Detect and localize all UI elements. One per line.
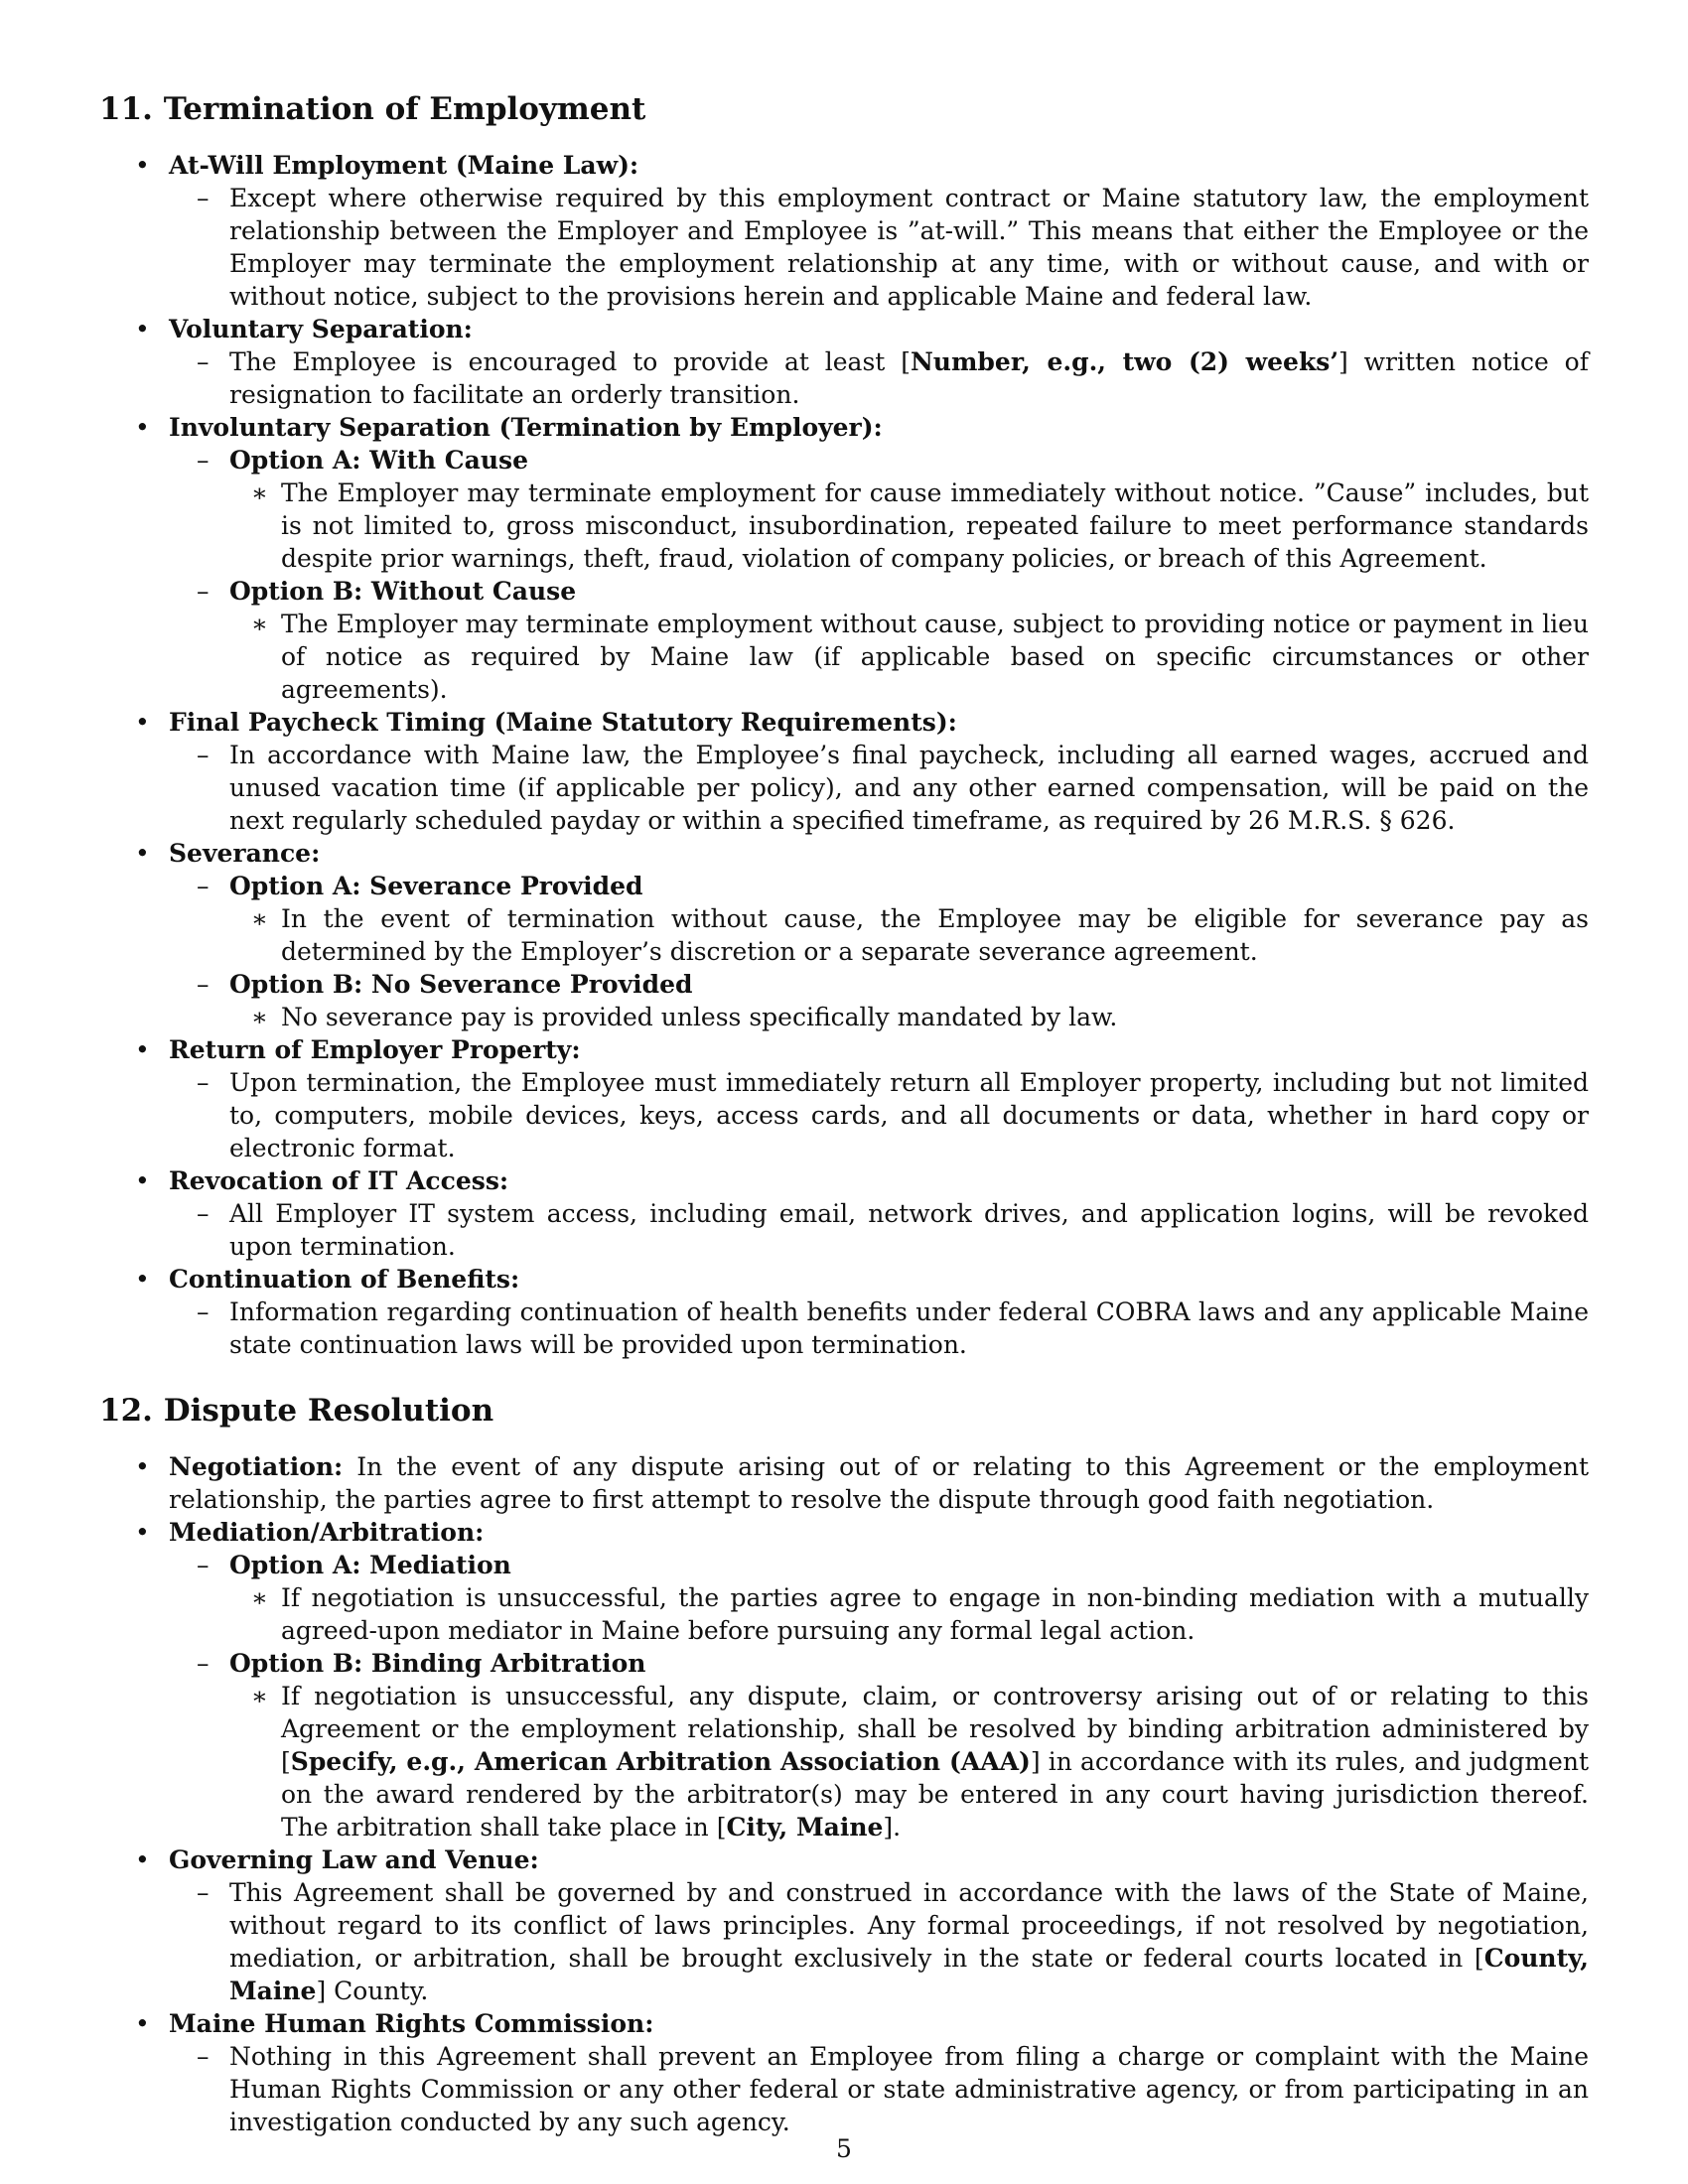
mhrc-label: Maine Human Rights Commission: [169, 2009, 654, 2038]
at-will-label: At-Will Employment (Maine Law): [169, 151, 639, 180]
severance-item [99, 837, 1589, 1033]
section-11-heading: 11. Termination of Employment [99, 91, 646, 127]
property-label: Return of Employer Property: [169, 1035, 581, 1064]
it-access-label: Revocation of IT Access: [169, 1166, 509, 1195]
page-number: 5 [836, 2134, 852, 2163]
voluntary-label: Voluntary Separation: [169, 315, 473, 343]
mediation-option-a: – Option A: Mediation ∗ If negotiation is unsuccessful, the parties agree to engage in non-binding mediation with a mutually agreed-upon mediator in Maine before pursuing any formal legal action. [169, 1549, 1589, 1647]
at-will-text: – Except where otherwise required by this employment contract or Maine statutory law, the employment relationship between the Employer and Employee is ”at-will.” This means that either the Employee or the Employer may terminate the employment relationship at any time, with or without cause, and with or without notice, subject to the provisions herein and applicable Maine and federal law. [169, 182, 1589, 313]
mediation-label: Mediation/Arbitration: [169, 1518, 485, 1547]
involuntary-option-a-text: ∗ The Employer may terminate employment for cause immediately without notice. ”Cause” includes, but is not limited to, gross misconduct, insubordination, repeated failure to meet performance standards despite prior warnings, theft, fraud, violation of company policies, or breach of this Agreement. [229, 477, 1589, 575]
benefits-label: Continuation of Benefits: [169, 1265, 520, 1294]
document-page [99, 89, 1589, 2138]
it-access-item [99, 1164, 1589, 1263]
property-text: – Upon termination, the Employee must immediately return all Employer property, including but not limited to, computers, mobile devices, keys, access cards, and all documents or data, whether in hard copy or electronic format. [169, 1066, 1589, 1164]
final-paycheck-label: Final Paycheck Timing (Maine Statutory Requirements): [169, 708, 957, 737]
property-item [99, 1033, 1589, 1164]
governing-law-text: – This Agreement shall be governed by and construed in accordance with the laws of the State of Maine, without regard to its conflict of laws principles. Any formal proceedings, if not resolved by negotiation, mediation, or arbitration, shall be brought exclusively in the state or federal courts located in [County, Maine] County. [169, 1876, 1589, 2007]
mhrc-item [99, 2007, 1589, 2138]
benefits-text: – Information regarding continuation of health benefits under federal COBRA laws and any applicable Maine state continuation laws will be provided upon termination. [169, 1296, 1589, 1361]
involuntary-option-b-text: ∗ The Employer may terminate employment without cause, subject to providing notice or payment in lieu of notice as required by Maine law (if applicable based on specific circumstances or other agreements). [229, 608, 1589, 706]
benefits-item [99, 1263, 1589, 1361]
mediation-option-a-text: ∗ If negotiation is unsuccessful, the parties agree to engage in non-binding mediation with a mutually agreed-upon mediator in Maine before pursuing any formal legal action. [229, 1581, 1589, 1647]
severance-label: Severance: [169, 839, 321, 868]
section-12-list [99, 1450, 1589, 2138]
mediation-item [99, 1516, 1589, 1843]
severance-option-a-text: ∗ In the event of termination without cause, the Employee may be eligible for severance pay as determined by the Employer’s discretion or a separate severance agreement. [229, 902, 1589, 968]
final-paycheck-text: – In accordance with Maine law, the Employee’s final paycheck, including all earned wages, accrued and unused vacation time (if applicable per policy), and any other earned compensation, will be paid on the next regularly scheduled payday or within a specified timeframe, as required by 26 M.R.S. § 626. [169, 739, 1589, 837]
voluntary-text: – The Employee is encouraged to provide at least [Number, e.g., two (2) weeks’] written notice of resignation to facilitate an orderly transition. [169, 345, 1589, 411]
city-placeholder: City, Maine [726, 1813, 884, 1842]
involuntary-item [99, 411, 1589, 706]
at-will-item [99, 149, 1589, 313]
severance-option-a: – Option A: Severance Provided ∗ In the event of termination without cause, the Employee may be eligible for severance pay as determined by the Employer’s discretion or a separate severance agreement. [169, 870, 1589, 968]
negotiation-item [99, 1450, 1589, 1516]
arbitrator-placeholder: Specify, e.g., American Arbitration Association (AAA) [290, 1747, 1031, 1776]
section-12-heading: 12. Dispute Resolution [99, 1393, 494, 1429]
final-paycheck-item [99, 706, 1589, 837]
negotiation-text: In the event of any dispute arising out of or relating to this Agreement or the employment relationship, the parties agree to first attempt to resolve the dispute through good faith negotiation. [169, 1452, 1589, 1514]
arbitration-option-b-text: ∗ If negotiation is unsuccessful, any dispute, claim, or controversy arising out of or relating to this Agreement or the employment relationship, shall be resolved by binding arbitration administered by [Specify, e.g., American Arbitration Association (AAA)] in accordance with its rules, and judgment on the award rendered by the arbitrator(s) may be entered in any court having jurisdiction thereof. The arbitration shall take place in [City, Maine]. [229, 1680, 1589, 1843]
negotiation-label: Negotiation: [169, 1452, 344, 1481]
governing-law-label: Governing Law and Venue: [169, 1845, 539, 1874]
arbitration-option-b: – Option B: Binding Arbitration ∗ If negotiation is unsuccessful, any dispute, claim, or controversy arising out of or relating to this Agreement or the employment relationship, shall be resolved by binding arbitration administered by [Specify, e.g., American Arbitration Association (AAA)] in accordance with its rules, and judgment on the award rendered by the arbitrator(s) may be entered in any court having jurisdiction thereof. The arbitration shall take place in [City, Maine]. [169, 1647, 1589, 1843]
county-placeholder: County, Maine [229, 1944, 1589, 2005]
section-11-list [99, 149, 1589, 1361]
severance-option-b: – Option B: No Severance Provided ∗ No severance pay is provided unless specifically mandated by law. [169, 968, 1589, 1033]
mhrc-text: – Nothing in this Agreement shall prevent an Employee from filing a charge or complaint with the Maine Human Rights Commission or any other federal or state administrative agency, or from participating in an investigation conducted by any such agency. [169, 2040, 1589, 2138]
voluntary-item [99, 313, 1589, 411]
notice-placeholder: Number, e.g., two (2) weeks’ [910, 347, 1339, 376]
involuntary-label: Involuntary Separation (Termination by Employer): [169, 413, 883, 442]
severance-option-b-text: ∗ No severance pay is provided unless specifically mandated by law. [229, 1001, 1589, 1033]
involuntary-option-a: – Option A: With Cause ∗ The Employer may terminate employment for cause immediately without notice. ”Cause” includes, but is not limited to, gross misconduct, insubordination, repeated failure to meet performance standards despite prior warnings, theft, fraud, violation of company policies, or breach of this Agreement. [169, 444, 1589, 575]
governing-law-item [99, 1843, 1589, 2007]
involuntary-option-b: – Option B: Without Cause ∗ The Employer may terminate employment without cause, subject to providing notice or payment in lieu of notice as required by Maine law (if applicable based on specific circumstances or other agreements). [169, 575, 1589, 706]
it-access-text: – All Employer IT system access, including email, network drives, and application logins, will be revoked upon termination. [169, 1197, 1589, 1263]
